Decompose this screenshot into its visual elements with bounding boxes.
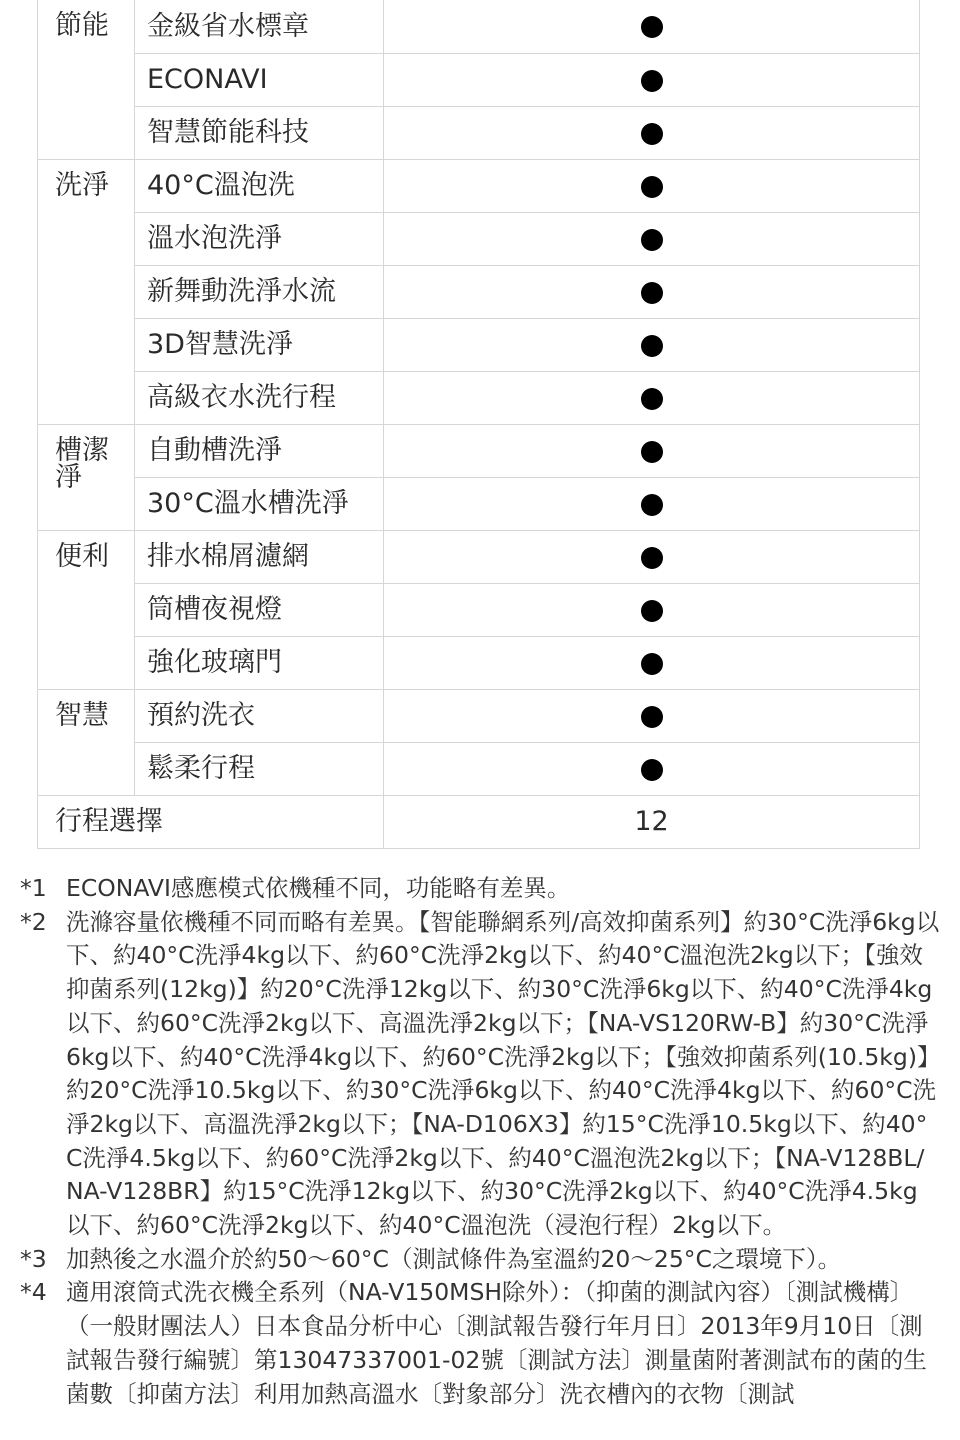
spec-table: [37, 0, 920, 849]
filled-dot-icon: [641, 335, 663, 357]
footnote-text: ECONAVI感應模式依機種不同，功能略有差異。: [66, 874, 571, 902]
table-row: [38, 265, 920, 318]
filled-dot-icon: [641, 441, 663, 463]
footnote-text: 洗滌容量依機種不同而略有差異。【智能聯網系列/高效抑菌系列】約30°C洗淨6kg以下、約40°C洗淨4kg以下、約60°C洗淨2kg以下、約40°C溫泡洗2kg以下；【強效抑菌系列(12kg)】約20°C洗淨12kg以下、約30°C洗淨6kg以下、約40°C洗淨4kg以下、約60°C洗淨2kg以下、高溫洗淨2kg以下；【NA-VS120RW-B】約30°C洗淨6kg以下、約40°C洗淨4kg以下、約60°C洗淨2kg以下；【強效抑菌系列(10.5kg)】約20°C洗淨10.5kg以下、約30°C洗淨6kg以下、約40°C洗淨4kg以下、約60°C洗淨2kg以下、高溫洗淨2kg以下；【NA-D106X3】約15°C洗淨10.5kg以下、約40°C洗淨4.5kg以下、約60°C洗淨2kg以下、約40°C溫泡洗2kg以下；【NA-V128BL/NA-V128BR】約15°C洗淨12kg以下、約30°C洗淨2kg以下、約40°C洗淨4.5kg以下、約60°C洗淨2kg以下、約40°C溫泡洗（浸泡行程）2kg以下。: [66, 907, 940, 1240]
feature-cell: 智慧節能科技: [135, 106, 384, 159]
footnote: [20, 1243, 940, 1277]
footnote: [20, 1276, 940, 1411]
value-cell: [384, 530, 920, 583]
category-cell: 洗淨: [38, 159, 135, 424]
program-value: 12: [634, 806, 669, 837]
feature-cell: 40°C溫泡洗: [135, 159, 384, 212]
footnote-mark: *3: [20, 1244, 47, 1273]
filled-dot-icon: [641, 70, 663, 92]
value-cell: [384, 53, 920, 106]
value-cell: [384, 371, 920, 424]
table-row-program: [38, 795, 920, 848]
value-cell: [384, 636, 920, 689]
filled-dot-icon: [641, 759, 663, 781]
feature-cell: 排水棉屑濾網: [135, 530, 384, 583]
table-row: [38, 742, 920, 795]
filled-dot-icon: [641, 176, 663, 198]
value-cell: [384, 265, 920, 318]
category-cell: 智慧: [38, 689, 135, 795]
table-row: [38, 106, 920, 159]
value-cell: [384, 212, 920, 265]
value-cell: [384, 318, 920, 371]
table-row: [38, 318, 920, 371]
table-row: [38, 0, 920, 53]
footnote-mark: *4: [20, 1278, 47, 1307]
value-cell: [384, 477, 920, 530]
feature-cell: 預約洗衣: [135, 689, 384, 742]
table-row: [38, 371, 920, 424]
table-row: [38, 689, 920, 742]
value-cell: [384, 583, 920, 636]
footnote: [20, 906, 940, 1243]
footnote: [20, 872, 940, 906]
program-value-cell: [384, 795, 920, 848]
footnote-text: 加熱後之水溫介於約50～60°C（測試條件為室溫約20～25°C之環境下）。: [66, 1244, 842, 1273]
feature-cell: 高級衣水洗行程: [135, 371, 384, 424]
category-cell: 節能: [38, 0, 135, 159]
category-cell: 槽潔淨: [38, 424, 135, 530]
table-row: [38, 53, 920, 106]
filled-dot-icon: [641, 494, 663, 516]
value-cell: [384, 689, 920, 742]
feature-cell: 鬆柔行程: [135, 742, 384, 795]
footnote-text: 適用滾筒式洗衣機全系列（NA-V150MSH除外）：（抑菌的測試內容）〔測試機構〕（一般財團法人）日本食品分析中心〔測試報告發行年月日〕2013年9月10日〔測試報告發行編號〕第13047337001-02號〔測試方法〕測量菌附著測試布的菌的生菌數〔抑菌方法〕利用加熱高溫水〔對象部分〕洗衣槽內的衣物〔測試: [66, 1278, 927, 1408]
filled-dot-icon: [641, 706, 663, 728]
table-row: [38, 530, 920, 583]
footnote-mark: *2: [20, 907, 47, 936]
value-cell: [384, 742, 920, 795]
value-cell: [384, 106, 920, 159]
value-cell: [384, 159, 920, 212]
table-row: [38, 636, 920, 689]
category-cell: 便利: [38, 530, 135, 689]
table-row: [38, 212, 920, 265]
value-cell: [384, 424, 920, 477]
filled-dot-icon: [641, 547, 663, 569]
feature-cell: ECONAVI: [135, 53, 384, 106]
feature-cell: 3D智慧洗淨: [135, 318, 384, 371]
feature-cell: 溫水泡洗淨: [135, 212, 384, 265]
filled-dot-icon: [641, 653, 663, 675]
value-cell: [384, 0, 920, 53]
feature-cell: 金級省水標章: [135, 0, 384, 53]
filled-dot-icon: [641, 388, 663, 410]
feature-cell: 30°C溫水槽洗淨: [135, 477, 384, 530]
table-row: [38, 583, 920, 636]
footnotes: [20, 872, 940, 1411]
table-row: [38, 477, 920, 530]
feature-cell: 新舞動洗淨水流: [135, 265, 384, 318]
feature-cell: 自動槽洗淨: [135, 424, 384, 477]
table-row: [38, 159, 920, 212]
footnote-mark: *1: [20, 874, 47, 902]
filled-dot-icon: [641, 282, 663, 304]
filled-dot-icon: [641, 123, 663, 145]
filled-dot-icon: [641, 229, 663, 251]
filled-dot-icon: [641, 16, 663, 38]
feature-cell: 強化玻璃門: [135, 636, 384, 689]
spec-table-body: [38, 0, 920, 848]
filled-dot-icon: [641, 600, 663, 622]
program-label: 行程選擇: [38, 795, 384, 848]
table-row: [38, 424, 920, 477]
feature-cell: 筒槽夜視燈: [135, 583, 384, 636]
